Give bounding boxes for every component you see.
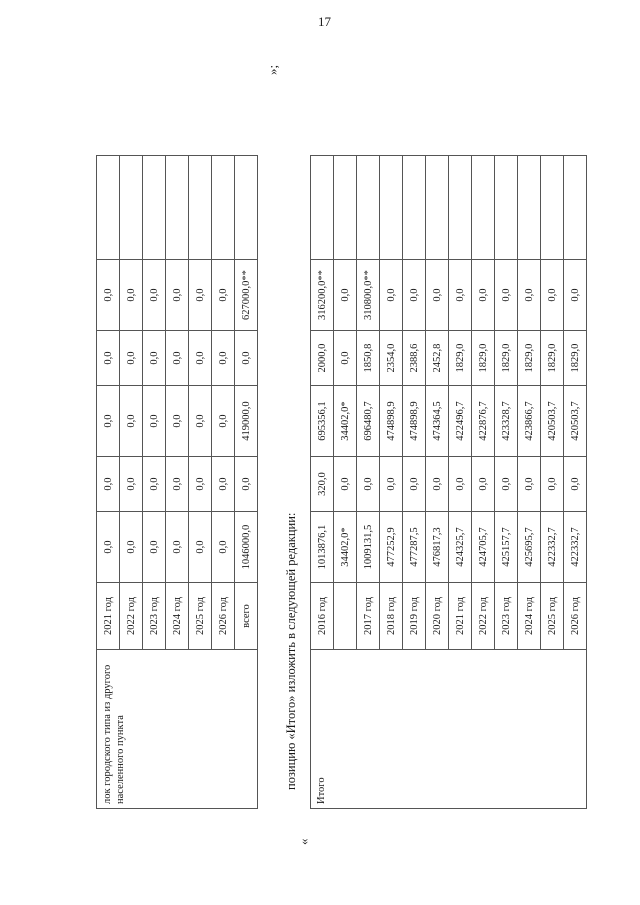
trailing-cell bbox=[311, 156, 334, 260]
value-cell: 0,0 bbox=[120, 386, 143, 457]
value-cell: 0,0 bbox=[357, 457, 380, 512]
row-name-cell: лок городского типа из другого населенного пункта bbox=[97, 650, 258, 809]
value-cell: 1013876,1 bbox=[311, 512, 334, 583]
closing-quote: »; bbox=[265, 64, 280, 75]
year-cell: 2025 год bbox=[189, 583, 212, 650]
trailing-cell bbox=[518, 156, 541, 260]
itogo-table bbox=[310, 155, 587, 809]
value-cell: 0,0 bbox=[541, 457, 564, 512]
value-cell: 627000,0** bbox=[235, 260, 258, 331]
value-cell: 0,0 bbox=[334, 331, 357, 386]
year-cell: 2018 год bbox=[380, 583, 403, 650]
value-cell: 0,0 bbox=[495, 260, 518, 331]
value-cell: 1829,0 bbox=[495, 331, 518, 386]
trailing-cell bbox=[449, 156, 472, 260]
value-cell: 420503,7 bbox=[541, 386, 564, 457]
value-cell: 0,0 bbox=[403, 457, 426, 512]
value-cell: 0,0 bbox=[212, 331, 235, 386]
value-cell: 0,0 bbox=[143, 386, 166, 457]
year-cell bbox=[334, 583, 357, 650]
value-cell: 0,0 bbox=[518, 457, 541, 512]
table-row bbox=[97, 156, 120, 809]
year-cell: 2024 год bbox=[166, 583, 189, 650]
trailing-cell bbox=[166, 156, 189, 260]
value-cell: 0,0 bbox=[212, 260, 235, 331]
value-cell: 420503,7 bbox=[564, 386, 587, 457]
year-cell: 2021 год bbox=[449, 583, 472, 650]
value-cell: 0,0 bbox=[166, 386, 189, 457]
value-cell: 1829,0 bbox=[541, 331, 564, 386]
value-cell: 0,0 bbox=[380, 260, 403, 331]
value-cell: 320,0 bbox=[311, 457, 334, 512]
year-cell: 2024 год bbox=[518, 583, 541, 650]
trailing-cell bbox=[120, 156, 143, 260]
value-cell: 1829,0 bbox=[564, 331, 587, 386]
value-cell: 476817,3 bbox=[426, 512, 449, 583]
value-cell: 0,0 bbox=[97, 512, 120, 583]
value-cell: 695356,1 bbox=[311, 386, 334, 457]
trailing-cell bbox=[143, 156, 166, 260]
year-cell: 2022 год bbox=[472, 583, 495, 650]
value-cell: 0,0 bbox=[189, 386, 212, 457]
trailing-cell bbox=[334, 156, 357, 260]
value-cell: 0,0 bbox=[97, 331, 120, 386]
value-cell: 2452,8 bbox=[426, 331, 449, 386]
value-cell: 1009131,5 bbox=[357, 512, 380, 583]
trailing-cell bbox=[357, 156, 380, 260]
page-number: 17 bbox=[318, 14, 331, 29]
value-cell: 0,0 bbox=[143, 260, 166, 331]
value-cell: 0,0 bbox=[235, 457, 258, 512]
value-cell: 0,0 bbox=[334, 260, 357, 331]
year-cell: 2023 год bbox=[143, 583, 166, 650]
value-cell: 696480,7 bbox=[357, 386, 380, 457]
value-cell: 0,0 bbox=[120, 331, 143, 386]
value-cell: 0,0 bbox=[189, 260, 212, 331]
trailing-cell bbox=[97, 156, 120, 260]
year-cell: 2025 год bbox=[541, 583, 564, 650]
year-cell: 2022 год bbox=[120, 583, 143, 650]
value-cell: 0,0 bbox=[449, 260, 472, 331]
value-cell: 310800,0** bbox=[357, 260, 380, 331]
value-cell: 0,0 bbox=[189, 512, 212, 583]
value-cell: 0,0 bbox=[166, 457, 189, 512]
value-cell: 0,0 bbox=[120, 512, 143, 583]
opening-quote: « bbox=[296, 838, 311, 845]
value-cell: 0,0 bbox=[97, 386, 120, 457]
value-cell: 0,0 bbox=[426, 457, 449, 512]
value-cell: 34402,0* bbox=[334, 386, 357, 457]
value-cell: 0,0 bbox=[564, 457, 587, 512]
value-cell: 425695,7 bbox=[518, 512, 541, 583]
value-cell: 423866,7 bbox=[518, 386, 541, 457]
value-cell: 0,0 bbox=[212, 386, 235, 457]
caption-text: позицию «Итого» изложить в следующей редакции: bbox=[284, 512, 298, 790]
value-cell: 0,0 bbox=[143, 331, 166, 386]
value-cell: 422496,7 bbox=[449, 386, 472, 457]
value-cell: 474898,9 bbox=[403, 386, 426, 457]
value-cell: 0,0 bbox=[97, 260, 120, 331]
trailing-cell bbox=[472, 156, 495, 260]
value-cell: 0,0 bbox=[143, 457, 166, 512]
top-section-table bbox=[96, 155, 258, 809]
value-cell: 0,0 bbox=[235, 331, 258, 386]
year-cell: 2026 год bbox=[212, 583, 235, 650]
value-cell: 422876,7 bbox=[472, 386, 495, 457]
value-cell: 1829,0 bbox=[449, 331, 472, 386]
value-cell: 474898,9 bbox=[380, 386, 403, 457]
value-cell: 0,0 bbox=[189, 331, 212, 386]
year-cell: 2019 год bbox=[403, 583, 426, 650]
value-cell: 1829,0 bbox=[518, 331, 541, 386]
value-cell: 0,0 bbox=[212, 512, 235, 583]
year-cell: всего bbox=[235, 583, 258, 650]
value-cell: 1850,8 bbox=[357, 331, 380, 386]
value-cell: 1829,0 bbox=[472, 331, 495, 386]
year-cell: 2023 год bbox=[495, 583, 518, 650]
value-cell: 0,0 bbox=[472, 457, 495, 512]
value-cell: 422332,7 bbox=[564, 512, 587, 583]
value-cell: 0,0 bbox=[449, 457, 472, 512]
trailing-cell bbox=[541, 156, 564, 260]
table-row bbox=[311, 156, 334, 809]
value-cell: 477287,5 bbox=[403, 512, 426, 583]
value-cell: 0,0 bbox=[518, 260, 541, 331]
value-cell: 423328,7 bbox=[495, 386, 518, 457]
value-cell: 0,0 bbox=[97, 457, 120, 512]
value-cell: 0,0 bbox=[143, 512, 166, 583]
value-cell: 424325,7 bbox=[449, 512, 472, 583]
value-cell: 34402,0* bbox=[334, 512, 357, 583]
value-cell: 0,0 bbox=[495, 457, 518, 512]
value-cell: 0,0 bbox=[189, 457, 212, 512]
trailing-cell bbox=[403, 156, 426, 260]
value-cell: 316200,0** bbox=[311, 260, 334, 331]
value-cell: 0,0 bbox=[120, 457, 143, 512]
year-cell: 2017 год bbox=[357, 583, 380, 650]
value-cell: 0,0 bbox=[541, 260, 564, 331]
value-cell: 0,0 bbox=[120, 260, 143, 331]
year-cell: 2021 год bbox=[97, 583, 120, 650]
trailing-cell bbox=[380, 156, 403, 260]
value-cell: 1046000,0 bbox=[235, 512, 258, 583]
value-cell: 477252,9 bbox=[380, 512, 403, 583]
value-cell: 0,0 bbox=[380, 457, 403, 512]
value-cell: 419000,0 bbox=[235, 386, 258, 457]
value-cell: 0,0 bbox=[166, 512, 189, 583]
value-cell: 2388,6 bbox=[403, 331, 426, 386]
year-cell: 2026 год bbox=[564, 583, 587, 650]
value-cell: 425157,7 bbox=[495, 512, 518, 583]
trailing-cell bbox=[495, 156, 518, 260]
value-cell: 0,0 bbox=[403, 260, 426, 331]
value-cell: 2354,0 bbox=[380, 331, 403, 386]
value-cell: 424705,7 bbox=[472, 512, 495, 583]
year-cell: 2016 год bbox=[311, 583, 334, 650]
value-cell: 0,0 bbox=[334, 457, 357, 512]
value-cell: 474364,5 bbox=[426, 386, 449, 457]
value-cell: 0,0 bbox=[212, 457, 235, 512]
value-cell: 0,0 bbox=[166, 260, 189, 331]
value-cell: 0,0 bbox=[426, 260, 449, 331]
value-cell: 0,0 bbox=[472, 260, 495, 331]
trailing-cell bbox=[564, 156, 587, 260]
year-cell: 2020 год bbox=[426, 583, 449, 650]
value-cell: 0,0 bbox=[166, 331, 189, 386]
value-cell: 0,0 bbox=[564, 260, 587, 331]
trailing-cell bbox=[212, 156, 235, 260]
trailing-cell bbox=[426, 156, 449, 260]
row-name-cell: Итого bbox=[311, 650, 587, 809]
value-cell: 422332,7 bbox=[541, 512, 564, 583]
value-cell: 2000,0 bbox=[311, 331, 334, 386]
trailing-cell bbox=[189, 156, 212, 260]
trailing-cell bbox=[235, 156, 258, 260]
